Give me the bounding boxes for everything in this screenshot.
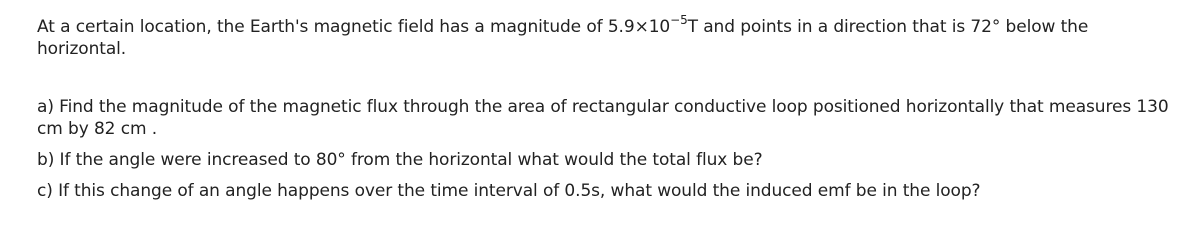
question-c: c) If this change of an angle happens over the time interval of 0.5s, what would the induced emf be in the loop? xyxy=(37,181,981,201)
problem-intro xyxy=(37,13,1176,60)
intro-text-start: At a certain location, the Earth's magnetic field has a magnitude of 5.9×10 xyxy=(37,17,671,37)
question-b: b) If the angle were increased to 80° from the horizontal what would the total flux be? xyxy=(37,150,763,170)
intro-exponent: −5 xyxy=(670,13,688,27)
intro-text-end: T and points in a direction that is 72° below the horizontal. xyxy=(37,17,1089,59)
question-a: a) Find the magnitude of the magnetic flux through the area of rectangular conductive loop positioned horizontally that measures 130 cm by 82 cm . xyxy=(37,97,1169,139)
